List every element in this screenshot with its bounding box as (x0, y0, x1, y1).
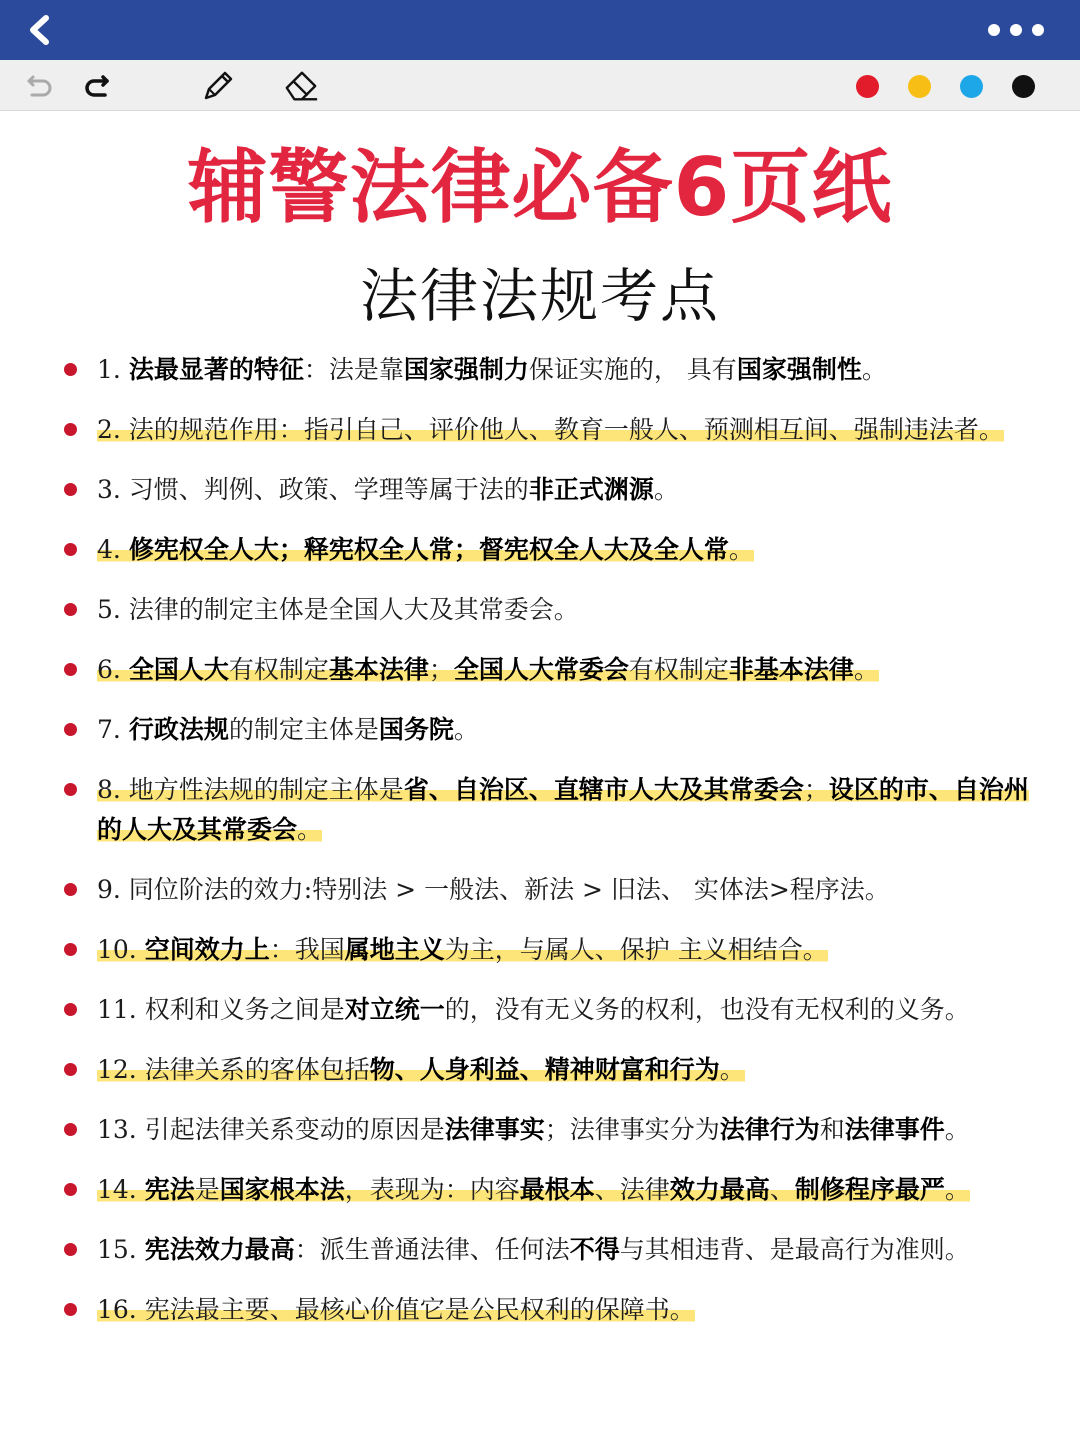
text-segment: 。 (453, 715, 479, 744)
text-segment: 。 (944, 1175, 970, 1204)
text-segment: 是 (194, 1175, 220, 1204)
list-item (60, 590, 1050, 630)
list-item (60, 930, 1050, 970)
text-segment: 1. (97, 355, 129, 384)
text-segment: 的制定主体是 (228, 715, 379, 744)
text-segment: 、法律 (594, 1175, 670, 1204)
bold-text: 宪法效力最高 (144, 1235, 295, 1264)
text-segment: 13. 引起法律关系变动的原因是 (97, 1115, 445, 1144)
list-item (60, 470, 1050, 510)
bold-text: 宪法 (144, 1175, 195, 1204)
text-segment: 4. (97, 535, 129, 564)
list-item (60, 530, 1050, 570)
bold-text: 效力最高 (669, 1175, 770, 1204)
text-segment: 保证实施的， 具有 (528, 355, 737, 384)
eraser-icon (283, 68, 319, 104)
bold-text: 设区的市、自治州的人大及其常委会 (97, 775, 1029, 844)
list-item (60, 870, 1050, 910)
more-dots-icon (988, 24, 1000, 36)
bullet-dot (64, 543, 77, 556)
list-item (60, 350, 1050, 390)
text-segment: 。 (297, 815, 323, 844)
text-segment: 。 (853, 655, 879, 684)
undo-button[interactable] (22, 68, 58, 104)
text-segment: ：我国 (269, 935, 345, 964)
undo-icon (24, 71, 56, 101)
text-segment: 14. (97, 1175, 145, 1204)
text-segment: ；法律事实分为 (544, 1115, 720, 1144)
bold-text: 非正式渊源 (528, 475, 654, 504)
text-segment: ； (428, 655, 454, 684)
text-segment: 的，没有无义务的权利，也没有无权利的义务。 (444, 995, 970, 1024)
item-text (97, 1235, 970, 1264)
text-segment: 。 (944, 1115, 970, 1144)
bullet-dot (64, 423, 77, 436)
bold-text: 法最显著的特征 (128, 355, 304, 384)
highlighted-text (97, 1295, 695, 1324)
list-item (60, 1170, 1050, 1210)
bullet-dot (64, 603, 77, 616)
bold-text: 省、自治区、直辖市人大及其常委会 (403, 775, 804, 804)
bullet-dot (64, 663, 77, 676)
bullet-dot (64, 363, 77, 376)
text-segment: 。 (719, 1055, 745, 1084)
back-button[interactable] (18, 8, 62, 52)
text-segment: 指引自己、评价他人、教育一般人、预测相互间、强制违法者。 (303, 415, 1004, 444)
top-nav-bar (0, 0, 1080, 60)
item-text (97, 715, 479, 744)
text-segment: ：派生普通法律、任何法 (294, 1235, 570, 1264)
bullet-dot (64, 1243, 77, 1256)
bold-text: 国家根本法 (219, 1175, 345, 1204)
item-text (97, 1115, 970, 1144)
bold-text: 对立统一 (344, 995, 445, 1024)
list-item (60, 710, 1050, 750)
bold-text: 基本法律 (328, 655, 429, 684)
redo-icon (82, 71, 114, 101)
bullet-dot (64, 723, 77, 736)
text-segment: 11. 权利和义务之间是 (97, 995, 345, 1024)
bold-text: 物、人身利益、精神财富和行为 (369, 1055, 720, 1084)
bold-text: 属地主义 (344, 935, 445, 964)
highlighted-text (97, 655, 879, 684)
eraser-tool-button[interactable] (283, 68, 319, 104)
color-swatch-red[interactable] (856, 75, 879, 98)
redo-button[interactable] (80, 68, 116, 104)
text-segment: ； (803, 775, 829, 804)
bullet-dot (64, 783, 77, 796)
highlighted-text (97, 1175, 970, 1204)
list-item (60, 990, 1050, 1030)
text-segment: 15. (97, 1235, 145, 1264)
text-segment: 7. (97, 715, 129, 744)
bold-text: 修宪权全人大；释宪权全人常；督宪权全人大及全人常 (128, 535, 729, 564)
text-segment: 8. 地方性法规的制定主体是 (97, 775, 404, 804)
law-points-list (60, 350, 1050, 1350)
bullet-dot (64, 1123, 77, 1136)
item-text (97, 995, 970, 1024)
highlighted-text (97, 415, 1004, 444)
list-item (60, 770, 1050, 850)
bold-text: 国家强制力 (403, 355, 529, 384)
chevron-left-icon (25, 15, 55, 45)
bullet-dot (64, 1003, 77, 1016)
item-text (97, 475, 679, 504)
bullet-dot (64, 1063, 77, 1076)
bold-text: 全国人大常委会 (453, 655, 629, 684)
document-title: 辅警法律必备6页纸 (187, 141, 893, 234)
text-segment: 。 (861, 355, 887, 384)
bullet-dot (64, 483, 77, 496)
color-swatch-yellow[interactable] (908, 75, 931, 98)
highlighted-text (97, 535, 754, 564)
highlighted-text (97, 775, 1029, 844)
pencil-icon (200, 68, 236, 104)
bold-text: 国家强制性 (736, 355, 862, 384)
bullet-dot (64, 1303, 77, 1316)
text-segment: ，表现为：内容 (344, 1175, 520, 1204)
text-segment: 16. 宪法最主要、最核心价值它是公民权利的保障书。 (97, 1295, 695, 1324)
list-item (60, 650, 1050, 690)
text-segment: 与其相违背、是最高行为准则。 (619, 1235, 970, 1264)
document-subtitle: 法律法规考点 (359, 262, 720, 330)
text-segment: 。 (728, 535, 754, 564)
highlighted-text (97, 935, 828, 964)
bold-text: 空间效力上 (144, 935, 270, 964)
color-swatch-blue[interactable] (960, 75, 983, 98)
bullet-dot (64, 1183, 77, 1196)
text-segment: 9. 同位阶法的效力:特别法 > 一般法、新法 > 旧法、 实体法>程序法。 (97, 875, 890, 904)
text-segment: 5. 法律的制定主体是全国人大及其常委会。 (97, 595, 579, 624)
list-item (60, 1050, 1050, 1090)
text-segment: 有权制定 (628, 655, 729, 684)
list-item (60, 1230, 1050, 1270)
bold-text: 法律行为 (719, 1115, 820, 1144)
text-segment: 12. 法律关系的客体包括 (97, 1055, 370, 1084)
text-segment: ：法是靠 (303, 355, 404, 384)
list-item (60, 410, 1050, 450)
list-item (60, 1290, 1050, 1330)
list-item (60, 1110, 1050, 1150)
item-text (97, 875, 890, 904)
bold-text: 法律事实 (444, 1115, 545, 1144)
bold-text: 行政法规 (128, 715, 229, 744)
text-segment: 为主，与属人、保护 主义相结合。 (444, 935, 828, 964)
text-segment: 有权制定 (228, 655, 329, 684)
highlighted-text (97, 1055, 745, 1084)
more-options-button[interactable] (988, 16, 1044, 44)
bold-text: 制修程序最严 (794, 1175, 945, 1204)
text-segment: 10. (97, 935, 145, 964)
color-swatch-black[interactable] (1012, 75, 1035, 98)
bold-text: 全国人大 (128, 655, 229, 684)
text-segment: 、 (769, 1175, 795, 1204)
text-segment: 3. 习惯、判例、政策、学理等属于法的 (97, 475, 529, 504)
bold-text: 最根本 (519, 1175, 595, 1204)
text-segment: 。 (653, 475, 679, 504)
item-text (97, 355, 887, 384)
bold-text: 国务院 (378, 715, 454, 744)
bold-text: 法律事件 (844, 1115, 945, 1144)
bullet-dot (64, 943, 77, 956)
bold-text: 不得 (569, 1235, 620, 1264)
text-segment: 2. 法的规范作用： (97, 415, 304, 444)
text-segment: 6. (97, 655, 129, 684)
bullet-dot (64, 883, 77, 896)
bold-text: 非基本法律 (728, 655, 854, 684)
more-dots-icon (1032, 24, 1044, 36)
item-text (97, 595, 579, 624)
text-segment: 和 (819, 1115, 845, 1144)
more-dots-icon (1010, 24, 1022, 36)
annotation-toolbar (0, 60, 1080, 111)
pen-tool-button[interactable] (200, 68, 236, 104)
